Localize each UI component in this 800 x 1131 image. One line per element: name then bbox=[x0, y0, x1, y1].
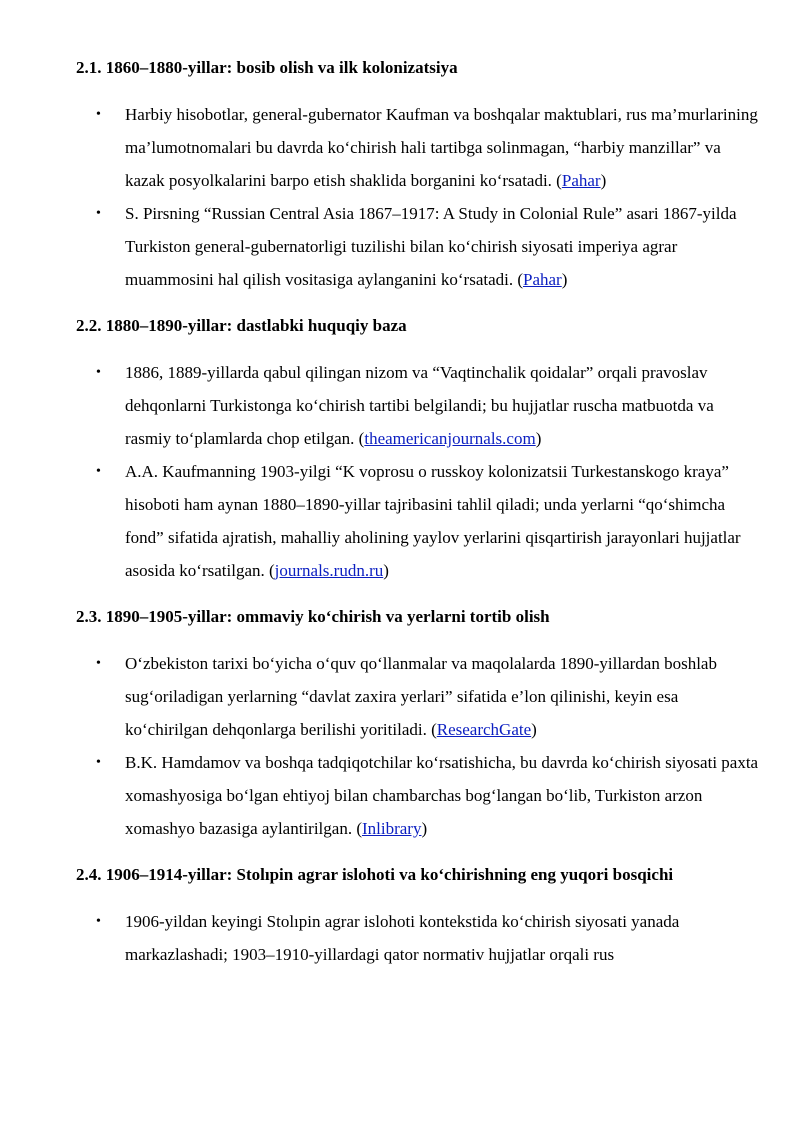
source-link-inlibrary[interactable]: Inlibrary bbox=[361, 819, 422, 838]
section-heading-2-2: 2.2. 1880–1890-yillar: dastlabki huquqiy baza bbox=[76, 316, 407, 335]
item-text: B.K. Hamdamov va boshqa tadqiqotchilar ko‘rsatishicha, bu davrda ko‘chirish siyosati paxta xomashyosiga bo‘lgan ehtiyoj bilan chambarchas bog‘langan bo‘lib, Turkiston arzon xomashyo bazasiga aylantirilgan. ( bbox=[125, 753, 759, 838]
item-closing: ) bbox=[383, 561, 389, 580]
list-item bbox=[76, 197, 760, 296]
bullet-list-2-1 bbox=[76, 98, 760, 296]
bullet-list-2-2 bbox=[76, 356, 760, 587]
section-heading-2-4: 2.4. 1906–1914-yillar: Stolıpin agrar islohoti va ko‘chirishning eng yuqori bosqichi bbox=[76, 865, 674, 884]
item-closing: ) bbox=[421, 819, 428, 838]
source-link-pahar[interactable]: Pahar bbox=[523, 270, 562, 289]
bullet-icon: • bbox=[96, 206, 101, 221]
source-link-pahar[interactable]: Pahar bbox=[561, 171, 601, 190]
bullet-icon: • bbox=[96, 755, 101, 770]
source-link-researchgate[interactable]: ResearchGate bbox=[436, 720, 532, 739]
source-link-theamericanjournals[interactable]: theamericanjournals.com bbox=[364, 429, 536, 448]
list-item bbox=[76, 356, 760, 455]
list-item bbox=[76, 905, 760, 971]
item-closing: ) bbox=[531, 720, 537, 739]
list-item bbox=[76, 746, 760, 845]
list-item bbox=[76, 647, 760, 746]
item-text: S. Pirsning “Russian Central Asia 1867–1917: A Study in Colonial Rule” asari 1867-yilda Turkiston general-gubernatorligi tuzilishi bilan ko‘chirish siyosati imperiya agrar muammosini hal qilish vositasiga aylanganini ko‘rsatadi. ( bbox=[125, 204, 737, 289]
item-text: Harbiy hisobotlar, general-gubernator Kaufman va boshqalar maktublari, rus ma’murlarining ma’lumotnomalari bu davrda ko‘chirish hali tartibga solinmagan, “harbiy manzillar” va kazak posyolkalarini barpo etish shaklida borganini ko‘rsatadi. ( bbox=[125, 105, 758, 190]
item-closing: ) bbox=[600, 171, 607, 190]
bullet-icon: • bbox=[96, 914, 101, 929]
bullet-icon: • bbox=[96, 656, 101, 671]
item-closing: ) bbox=[535, 429, 542, 448]
item-text: 1906-yildan keyingi Stolıpin agrar islohoti kontekstida ko‘chirish siyosati yanada markazlashadi; 1903–1910-yillardagi qator normativ hujjatlar orqali rus bbox=[125, 912, 680, 964]
section-heading-2-3: 2.3. 1890–1905-yillar: ommaviy ko‘chirish va yerlarni tortib olish bbox=[76, 607, 550, 626]
item-text: 1886, 1889-yillarda qabul qilingan nizom va “Vaqtinchalik qoidalar” orqali pravoslav dehqonlarni Turkistonga ko‘chirish tartibi belgilandi; bu hujjatlar ruscha matbuotda va rasmiy to‘plamlarda chop etilgan. ( bbox=[125, 363, 714, 448]
section-heading-2-1: 2.1. 1860–1880-yillar: bosib olish va ilk kolonizatsiya bbox=[76, 58, 458, 77]
list-item bbox=[76, 98, 760, 197]
bullet-icon: • bbox=[96, 464, 101, 479]
bullet-icon: • bbox=[96, 365, 101, 380]
item-text: A.A. Kaufmanning 1903-yilgi “K voprosu o russkoy kolonizatsii Turkestanskogo kraya” hisoboti ham aynan 1880–1890-yillar tajribasini tahlil qiladi; unda yerlarni “qo‘shimcha fond” sifatida ajratish, mahalliy aholining yaylov yerlarini qisqartirish jarayonlari hujjatlar asosida ko‘rsatilgan. ( bbox=[125, 462, 741, 580]
bullet-icon: • bbox=[96, 107, 101, 122]
item-closing: ) bbox=[561, 270, 568, 289]
bullet-list-2-4 bbox=[76, 905, 760, 971]
list-item bbox=[76, 455, 760, 587]
source-link-journals-rudn[interactable]: journals.rudn.ru bbox=[274, 561, 384, 580]
item-text: O‘zbekiston tarixi bo‘yicha o‘quv qo‘llanmalar va maqolalarda 1890-yillardan boshlab sug‘oriladigan yerlarning “davlat zaxira yerlari” sifatida e’lon qilinishi, keyin esa ko‘chirilgan dehqonlarga berilishi yoritiladi. ( bbox=[125, 654, 717, 739]
bullet-list-2-3 bbox=[76, 647, 760, 845]
